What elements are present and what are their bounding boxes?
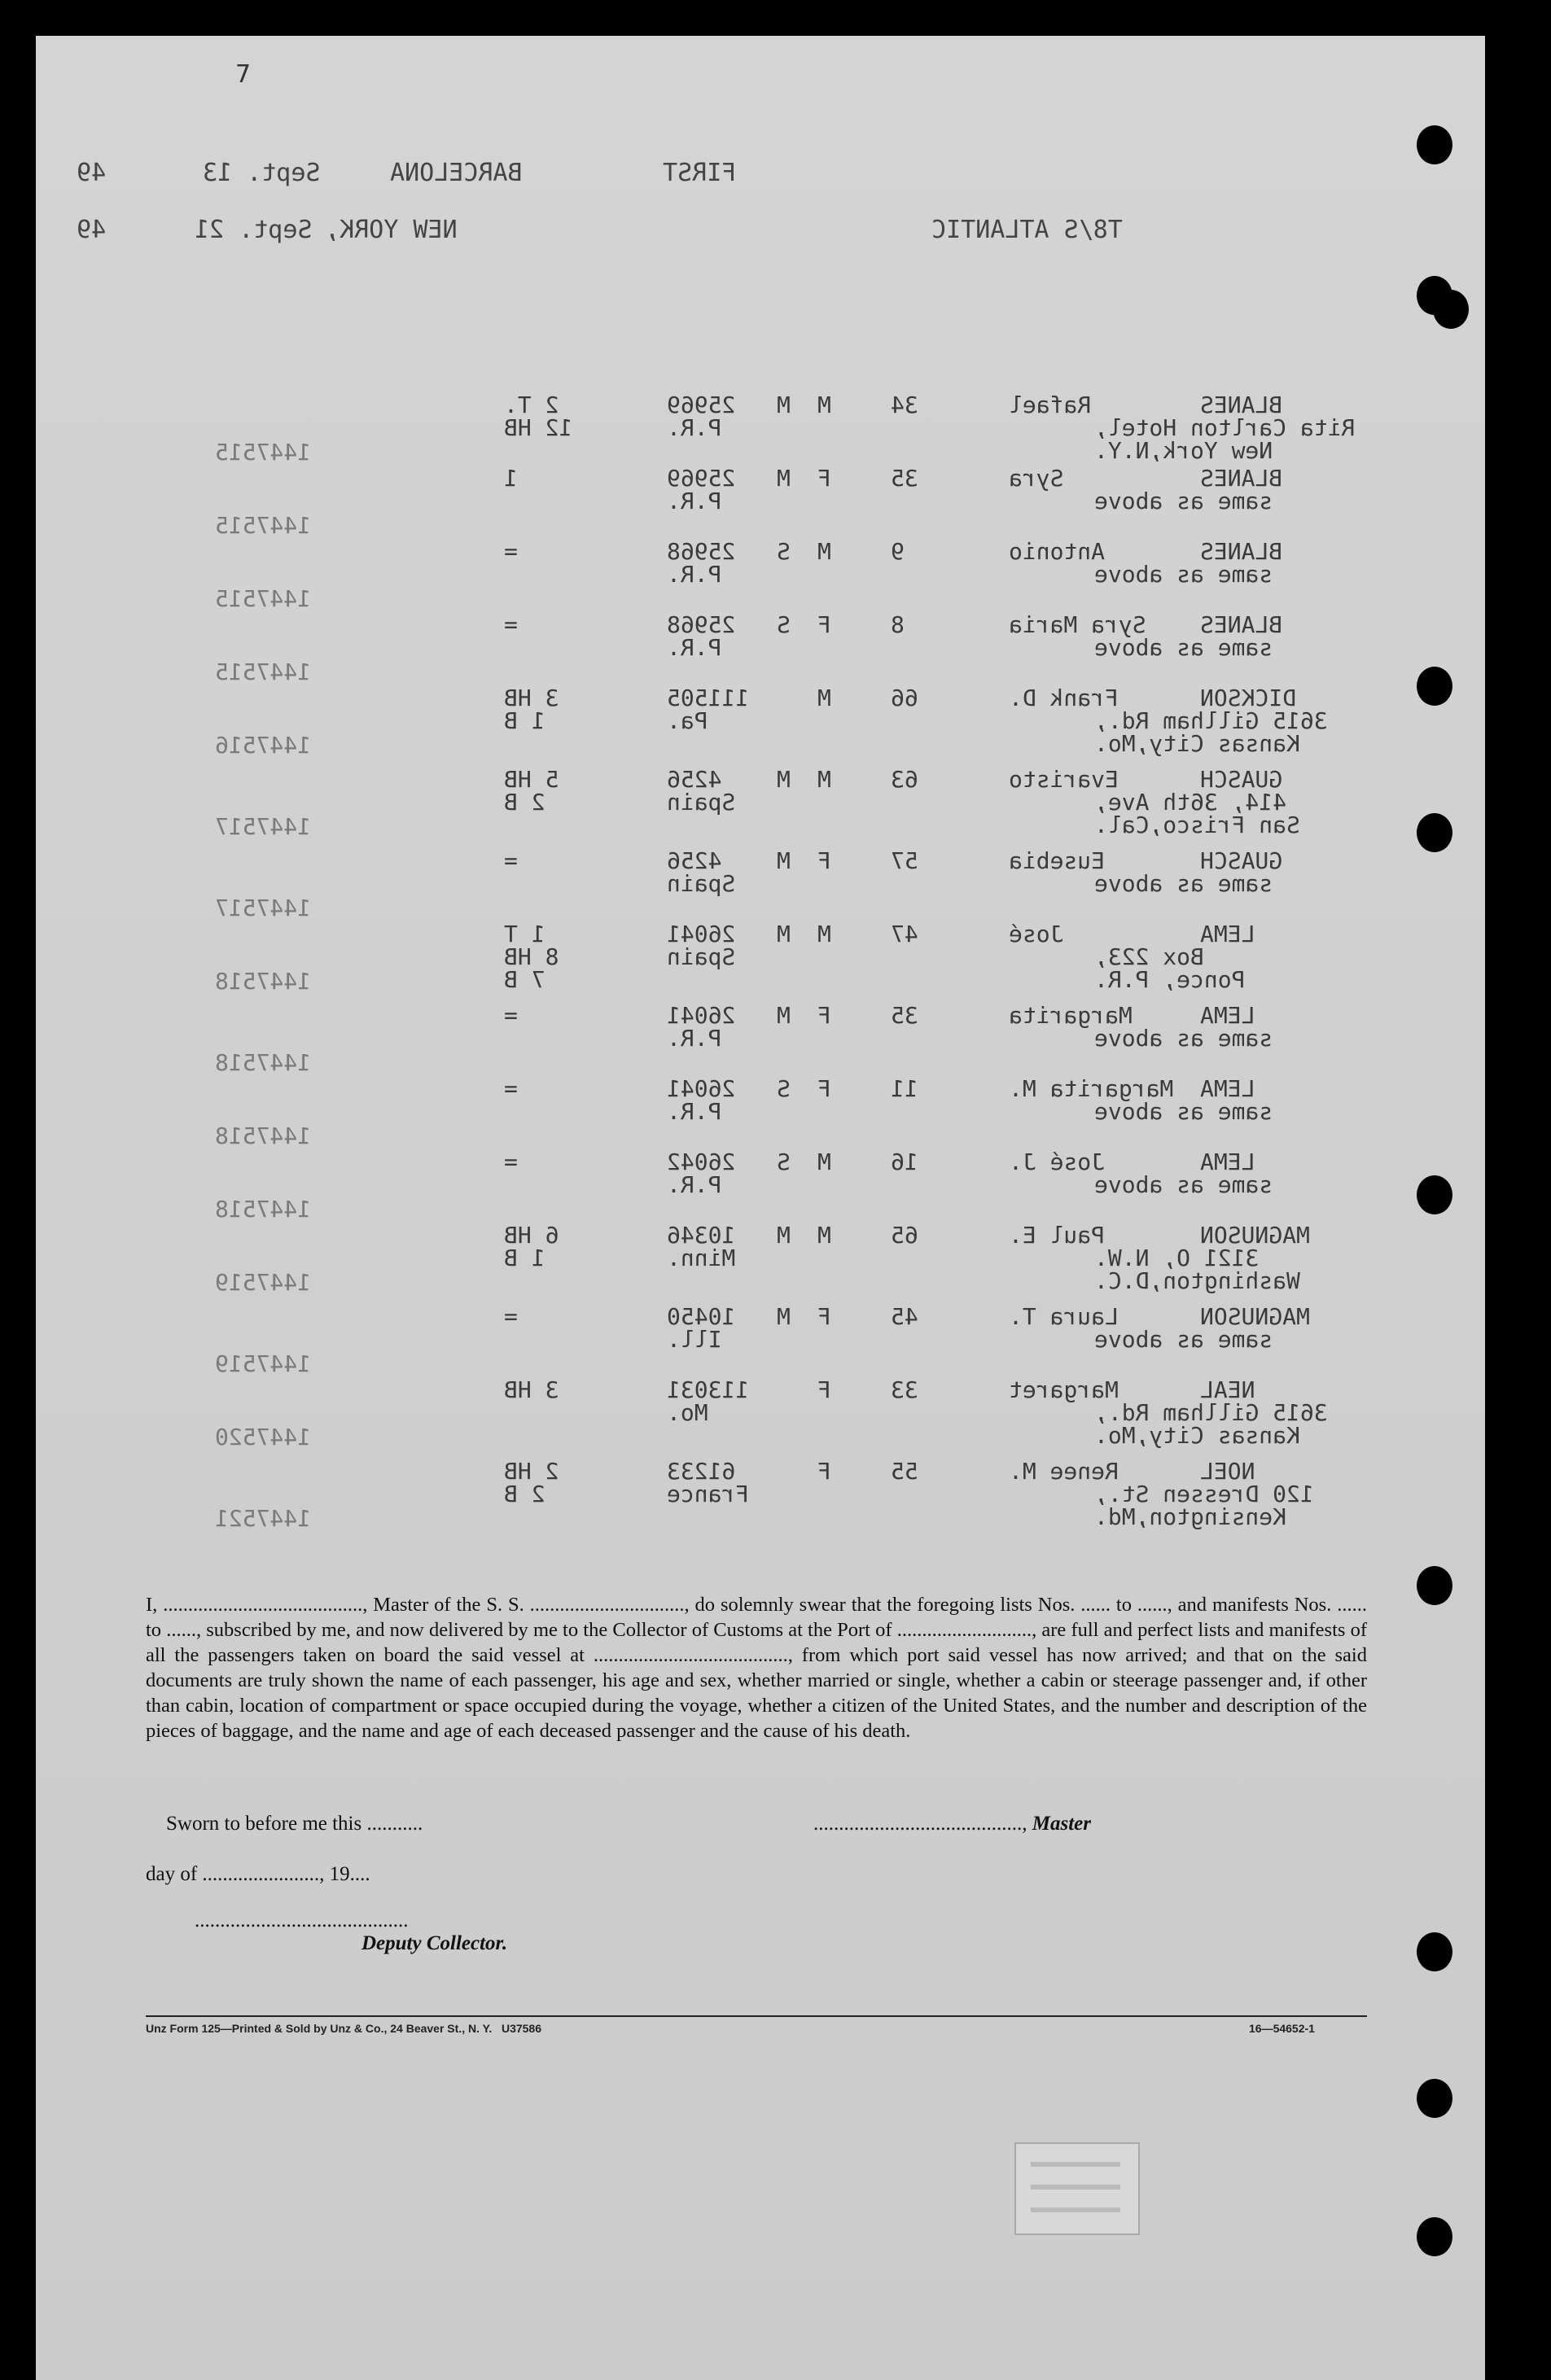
stamp-mark: [1031, 2185, 1120, 2190]
passenger-address-line: New York,N.Y.: [1094, 437, 1273, 464]
passenger-sex: F: [817, 465, 831, 492]
passenger-address-line: Kansas City,Mo.: [1094, 730, 1300, 757]
passenger-surname: BLANES: [1200, 538, 1283, 565]
passenger-ticket-number: 1447518: [215, 1122, 312, 1149]
passenger-document-number: 61233: [667, 1458, 736, 1485]
binder-hole: [1433, 290, 1469, 329]
passenger-document-place: P.R.: [667, 634, 722, 661]
passenger-baggage: 1 B: [504, 1245, 545, 1271]
passenger-ticket-number: 1447515: [215, 658, 312, 685]
passenger-age: 55: [891, 1458, 918, 1485]
passenger-baggage: =: [504, 1075, 518, 1102]
passenger-address-line: Ponce, P.R.: [1094, 966, 1246, 993]
passenger-ticket-number: 1447515: [215, 512, 312, 539]
page-mark: 7: [235, 60, 252, 89]
passenger-marital-status: M: [777, 1222, 791, 1249]
passenger-document-number: 26041: [667, 921, 736, 947]
stamp-mark: [1031, 2207, 1120, 2212]
passenger-age: 35: [891, 465, 918, 492]
passenger-address-line: Kensington,Md.: [1094, 1503, 1287, 1530]
passenger-given-name: Antonio: [1009, 538, 1106, 565]
passenger-surname: BLANES: [1200, 392, 1283, 418]
master-signature-line: ........................................., Master: [813, 1813, 1091, 1835]
passenger-surname: GUASCH: [1200, 847, 1283, 874]
passenger-sex: F: [817, 611, 831, 638]
passenger-baggage: =: [504, 611, 518, 638]
passenger-document-place: P.R.: [667, 1171, 722, 1198]
passenger-baggage: 2 HB: [504, 1458, 559, 1485]
passenger-sex: M: [817, 1222, 831, 1249]
passenger-given-name: Syra: [1009, 465, 1064, 492]
passenger-document-number: 10346: [667, 1222, 736, 1249]
passenger-document-place: P.R.: [667, 1098, 722, 1125]
passenger-surname: MAGNUSON: [1200, 1222, 1310, 1249]
passenger-ticket-number: 1447518: [215, 968, 312, 995]
passenger-ticket-number: 1447518: [215, 1196, 312, 1223]
manifest-page: [36, 36, 1485, 2380]
header-class: FIRST: [663, 159, 737, 187]
passenger-ticket-number: 1447515: [215, 439, 312, 466]
passenger-sex: F: [817, 847, 831, 874]
passenger-document-number: 113031: [667, 1376, 750, 1403]
passenger-given-name: Eusebia: [1009, 847, 1106, 874]
passenger-document-place: Minn.: [667, 1245, 736, 1271]
binder-hole: [1417, 125, 1452, 164]
passenger-document-number: 25969: [667, 465, 736, 492]
passenger-surname: MAGNUSON: [1200, 1303, 1310, 1330]
passenger-address-line: same as above: [1094, 870, 1273, 897]
passenger-document-place: P.R.: [667, 488, 722, 514]
passenger-address-line: same as above: [1094, 1326, 1273, 1353]
passenger-address-line: San Frisco,Cal.: [1094, 812, 1300, 838]
passenger-address-line: same as above: [1094, 488, 1273, 514]
passenger-surname: DICKSON: [1200, 685, 1297, 711]
passenger-ticket-number: 1447519: [215, 1350, 312, 1377]
passenger-age: 35: [891, 1002, 918, 1029]
passenger-ticket-number: 1447521: [215, 1505, 312, 1532]
passenger-surname: BLANES: [1200, 611, 1283, 638]
passenger-baggage: 8 HB: [504, 943, 559, 970]
passenger-marital-status: M: [777, 847, 791, 874]
passenger-address-line: Kansas City,Mo.: [1094, 1422, 1300, 1449]
passenger-address-line: Box 223,: [1094, 943, 1204, 970]
binder-hole: [1417, 813, 1452, 852]
passenger-address-line: 120 Dressen St.,: [1094, 1481, 1314, 1507]
passenger-marital-status: S: [777, 611, 791, 638]
passenger-sex: F: [817, 1002, 831, 1029]
passenger-given-name: José J.: [1009, 1148, 1106, 1175]
passenger-baggage: =: [504, 1002, 518, 1029]
passenger-surname: NEAL: [1200, 1376, 1255, 1403]
passenger-baggage: =: [504, 1148, 518, 1175]
passenger-marital-status: M: [777, 1303, 791, 1330]
passenger-age: 66: [891, 685, 918, 711]
passenger-sex: F: [817, 1376, 831, 1403]
passenger-baggage: 2 B: [504, 789, 545, 816]
binder-hole: [1417, 667, 1452, 706]
passenger-document-place: P.R.: [667, 1025, 722, 1052]
deputy-collector-label: Deputy Collector.: [361, 1932, 508, 1954]
passenger-given-name: Paul E.: [1009, 1222, 1106, 1249]
binder-hole: [1417, 2079, 1452, 2118]
passenger-sex: M: [817, 766, 831, 793]
passenger-document-place: Spain: [667, 870, 736, 897]
passenger-age: 16: [891, 1148, 918, 1175]
passenger-address-line: same as above: [1094, 1025, 1273, 1052]
passenger-baggage: 2 T.: [504, 392, 559, 418]
passenger-surname: LEMA: [1200, 1148, 1255, 1175]
passenger-sex: M: [817, 1148, 831, 1175]
passenger-document-number: 111505: [667, 685, 750, 711]
passenger-baggage: =: [504, 847, 518, 874]
passenger-surname: LEMA: [1200, 1075, 1255, 1102]
passenger-address-line: Washington,D.C.: [1094, 1267, 1300, 1294]
binder-hole: [1417, 1175, 1452, 1214]
passenger-given-name: Margaret: [1009, 1376, 1119, 1403]
passenger-ticket-number: 1447519: [215, 1269, 312, 1296]
passenger-age: 45: [891, 1303, 918, 1330]
passenger-document-place: P.R.: [667, 414, 722, 441]
header-port-to: NEW YORK,: [325, 216, 458, 244]
passenger-document-number: 10450: [667, 1303, 736, 1330]
passenger-document-place: P.R.: [667, 561, 722, 588]
passenger-document-place: Mo.: [667, 1399, 708, 1426]
passenger-baggage: =: [504, 1303, 518, 1330]
passenger-age: 63: [891, 766, 918, 793]
passenger-age: 8: [891, 611, 905, 638]
passenger-baggage: 5 HB: [504, 766, 559, 793]
passenger-address-line: 414, 36th Ave,: [1094, 789, 1287, 816]
passenger-marital-status: M: [777, 465, 791, 492]
passenger-baggage: 1 T: [504, 921, 545, 947]
passenger-document-number: 25968: [667, 538, 736, 565]
passenger-ticket-number: 1447518: [215, 1049, 312, 1076]
passenger-document-place: Pa.: [667, 707, 708, 734]
passenger-age: 11: [891, 1075, 918, 1102]
passenger-given-name: José: [1009, 921, 1064, 947]
passenger-given-name: Renee M.: [1009, 1458, 1119, 1485]
passenger-baggage: 1 B: [504, 707, 545, 734]
passenger-given-name: Frank D.: [1009, 685, 1119, 711]
passenger-document-number: 4256: [667, 766, 722, 793]
passenger-age: 33: [891, 1376, 918, 1403]
header-date-to: Sept. 21: [195, 216, 313, 244]
declaration-text: I, ........................................, Master of the S. S. ..............................., do solemnly swear that the foregoing lists Nos. ...... to ......, and manifests Nos. ...... to ......, subscribed by me, and now delivered by me to the Collector of Customs at the Port of ..........................., are full and perfect lists and manifests of all the passengers taken on board the said vessel at ......................................., from which port said vessel has now arrived; and that on the said documents are truly shown the name of each passenger, his age and sex, whether married or single, whether a cabin or steerage passenger and, if other than cabin, location of compartment or space occupied during the voyage, whether a citizen of the United States, and the number and description of the pieces of baggage, and the name and age of each deceased passenger and the cause of his death.: [146, 1594, 1367, 1742]
passenger-address-line: 3121 O, N.W.: [1094, 1245, 1260, 1271]
passenger-ticket-number: 1447516: [215, 732, 312, 759]
passenger-document-place: Spain: [667, 943, 736, 970]
passenger-baggage: 2 B: [504, 1481, 545, 1507]
passenger-address-line: 3615 Gillham Rd.,: [1094, 1399, 1328, 1426]
passenger-given-name: Laura T.: [1009, 1303, 1119, 1330]
passenger-document-place: France: [667, 1481, 750, 1507]
passenger-marital-status: S: [777, 1075, 791, 1102]
passenger-given-name: Syra Maria: [1009, 611, 1146, 638]
passenger-given-name: Margarita: [1009, 1002, 1133, 1029]
passenger-marital-status: M: [777, 766, 791, 793]
binder-hole: [1417, 1566, 1452, 1605]
passenger-address-line: same as above: [1094, 561, 1273, 588]
passenger-document-number: 26042: [667, 1148, 736, 1175]
passenger-document-number: 26041: [667, 1002, 736, 1029]
passenger-ticket-number: 1447517: [215, 895, 312, 921]
passenger-marital-status: M: [777, 392, 791, 418]
day-line: day of ......................., 19....: [146, 1863, 370, 1885]
passenger-baggage: =: [504, 538, 518, 565]
passenger-sex: M: [817, 392, 831, 418]
stamp-mark: [1031, 2162, 1120, 2167]
passenger-sex: F: [817, 1303, 831, 1330]
binder-hole: [1417, 1932, 1452, 1971]
passenger-document-place: Ill.: [667, 1326, 722, 1353]
passenger-address-line: same as above: [1094, 1098, 1273, 1125]
passenger-document-number: 25969: [667, 392, 736, 418]
passenger-given-name: Evaristo: [1009, 766, 1119, 793]
passenger-age: 47: [891, 921, 918, 947]
passenger-surname: GUASCH: [1200, 766, 1283, 793]
passenger-surname: LEMA: [1200, 1002, 1255, 1029]
passenger-given-name: Rafael: [1009, 392, 1092, 418]
passenger-surname: BLANES: [1200, 465, 1283, 492]
passenger-baggage: 7 B: [504, 966, 545, 993]
header-year-from: 49: [77, 159, 107, 187]
passenger-age: 34: [891, 392, 918, 418]
passenger-baggage: 1: [504, 465, 518, 492]
passenger-address-line: 3615 Gillham Rd.,: [1094, 707, 1328, 734]
passenger-baggage: 3 HB: [504, 685, 559, 711]
passenger-sex: M: [817, 921, 831, 947]
binder-hole: [1417, 2217, 1452, 2256]
passenger-document-number: 25968: [667, 611, 736, 638]
passenger-sex: M: [817, 685, 831, 711]
passenger-age: 9: [891, 538, 905, 565]
passenger-surname: NOEL: [1200, 1458, 1255, 1485]
passenger-baggage: 12 HB: [504, 414, 573, 441]
passenger-address-line: Rita Carlton Hotel,: [1094, 414, 1356, 441]
header-ship: T8/S ATLANTIC: [931, 216, 1123, 244]
passenger-age: 57: [891, 847, 918, 874]
passenger-surname: LEMA: [1200, 921, 1255, 947]
passenger-address-line: same as above: [1094, 634, 1273, 661]
passenger-sex: F: [817, 1458, 831, 1485]
sworn-line: Sworn to before me this ...........: [166, 1813, 423, 1835]
passenger-marital-status: M: [777, 1002, 791, 1029]
passenger-baggage: 6 HB: [504, 1222, 559, 1249]
passenger-marital-status: S: [777, 1148, 791, 1175]
passenger-sex: F: [817, 1075, 831, 1102]
master-declaration: [146, 1592, 1367, 1743]
passenger-document-number: 4256: [667, 847, 722, 874]
passenger-ticket-number: 1447515: [215, 585, 312, 612]
passenger-marital-status: M: [777, 921, 791, 947]
footer-rule: [146, 2015, 1367, 2017]
footer-form-info: Unz Form 125—Printed & Sold by Unz & Co., 24 Beaver St., N. Y. U37586: [146, 2022, 541, 2035]
passenger-baggage: 3 HB: [504, 1376, 559, 1403]
passenger-document-place: Spain: [667, 789, 736, 816]
passenger-ticket-number: 1447517: [215, 813, 312, 840]
header-port-from: BARCELONA: [390, 159, 523, 187]
passenger-marital-status: S: [777, 538, 791, 565]
passenger-age: 65: [891, 1222, 918, 1249]
passenger-address-line: same as above: [1094, 1171, 1273, 1198]
header-date-from: Sept. 13: [203, 159, 321, 187]
passenger-sex: M: [817, 538, 831, 565]
footer-form-number: 16—54652-1: [1249, 2022, 1315, 2035]
header-year-to: 49: [77, 216, 107, 244]
passenger-given-name: Margarita M.: [1009, 1075, 1174, 1102]
passenger-ticket-number: 1447520: [215, 1424, 312, 1450]
passenger-document-number: 26041: [667, 1075, 736, 1102]
deputy-signature-dots: ..........................................: [195, 1910, 409, 1932]
